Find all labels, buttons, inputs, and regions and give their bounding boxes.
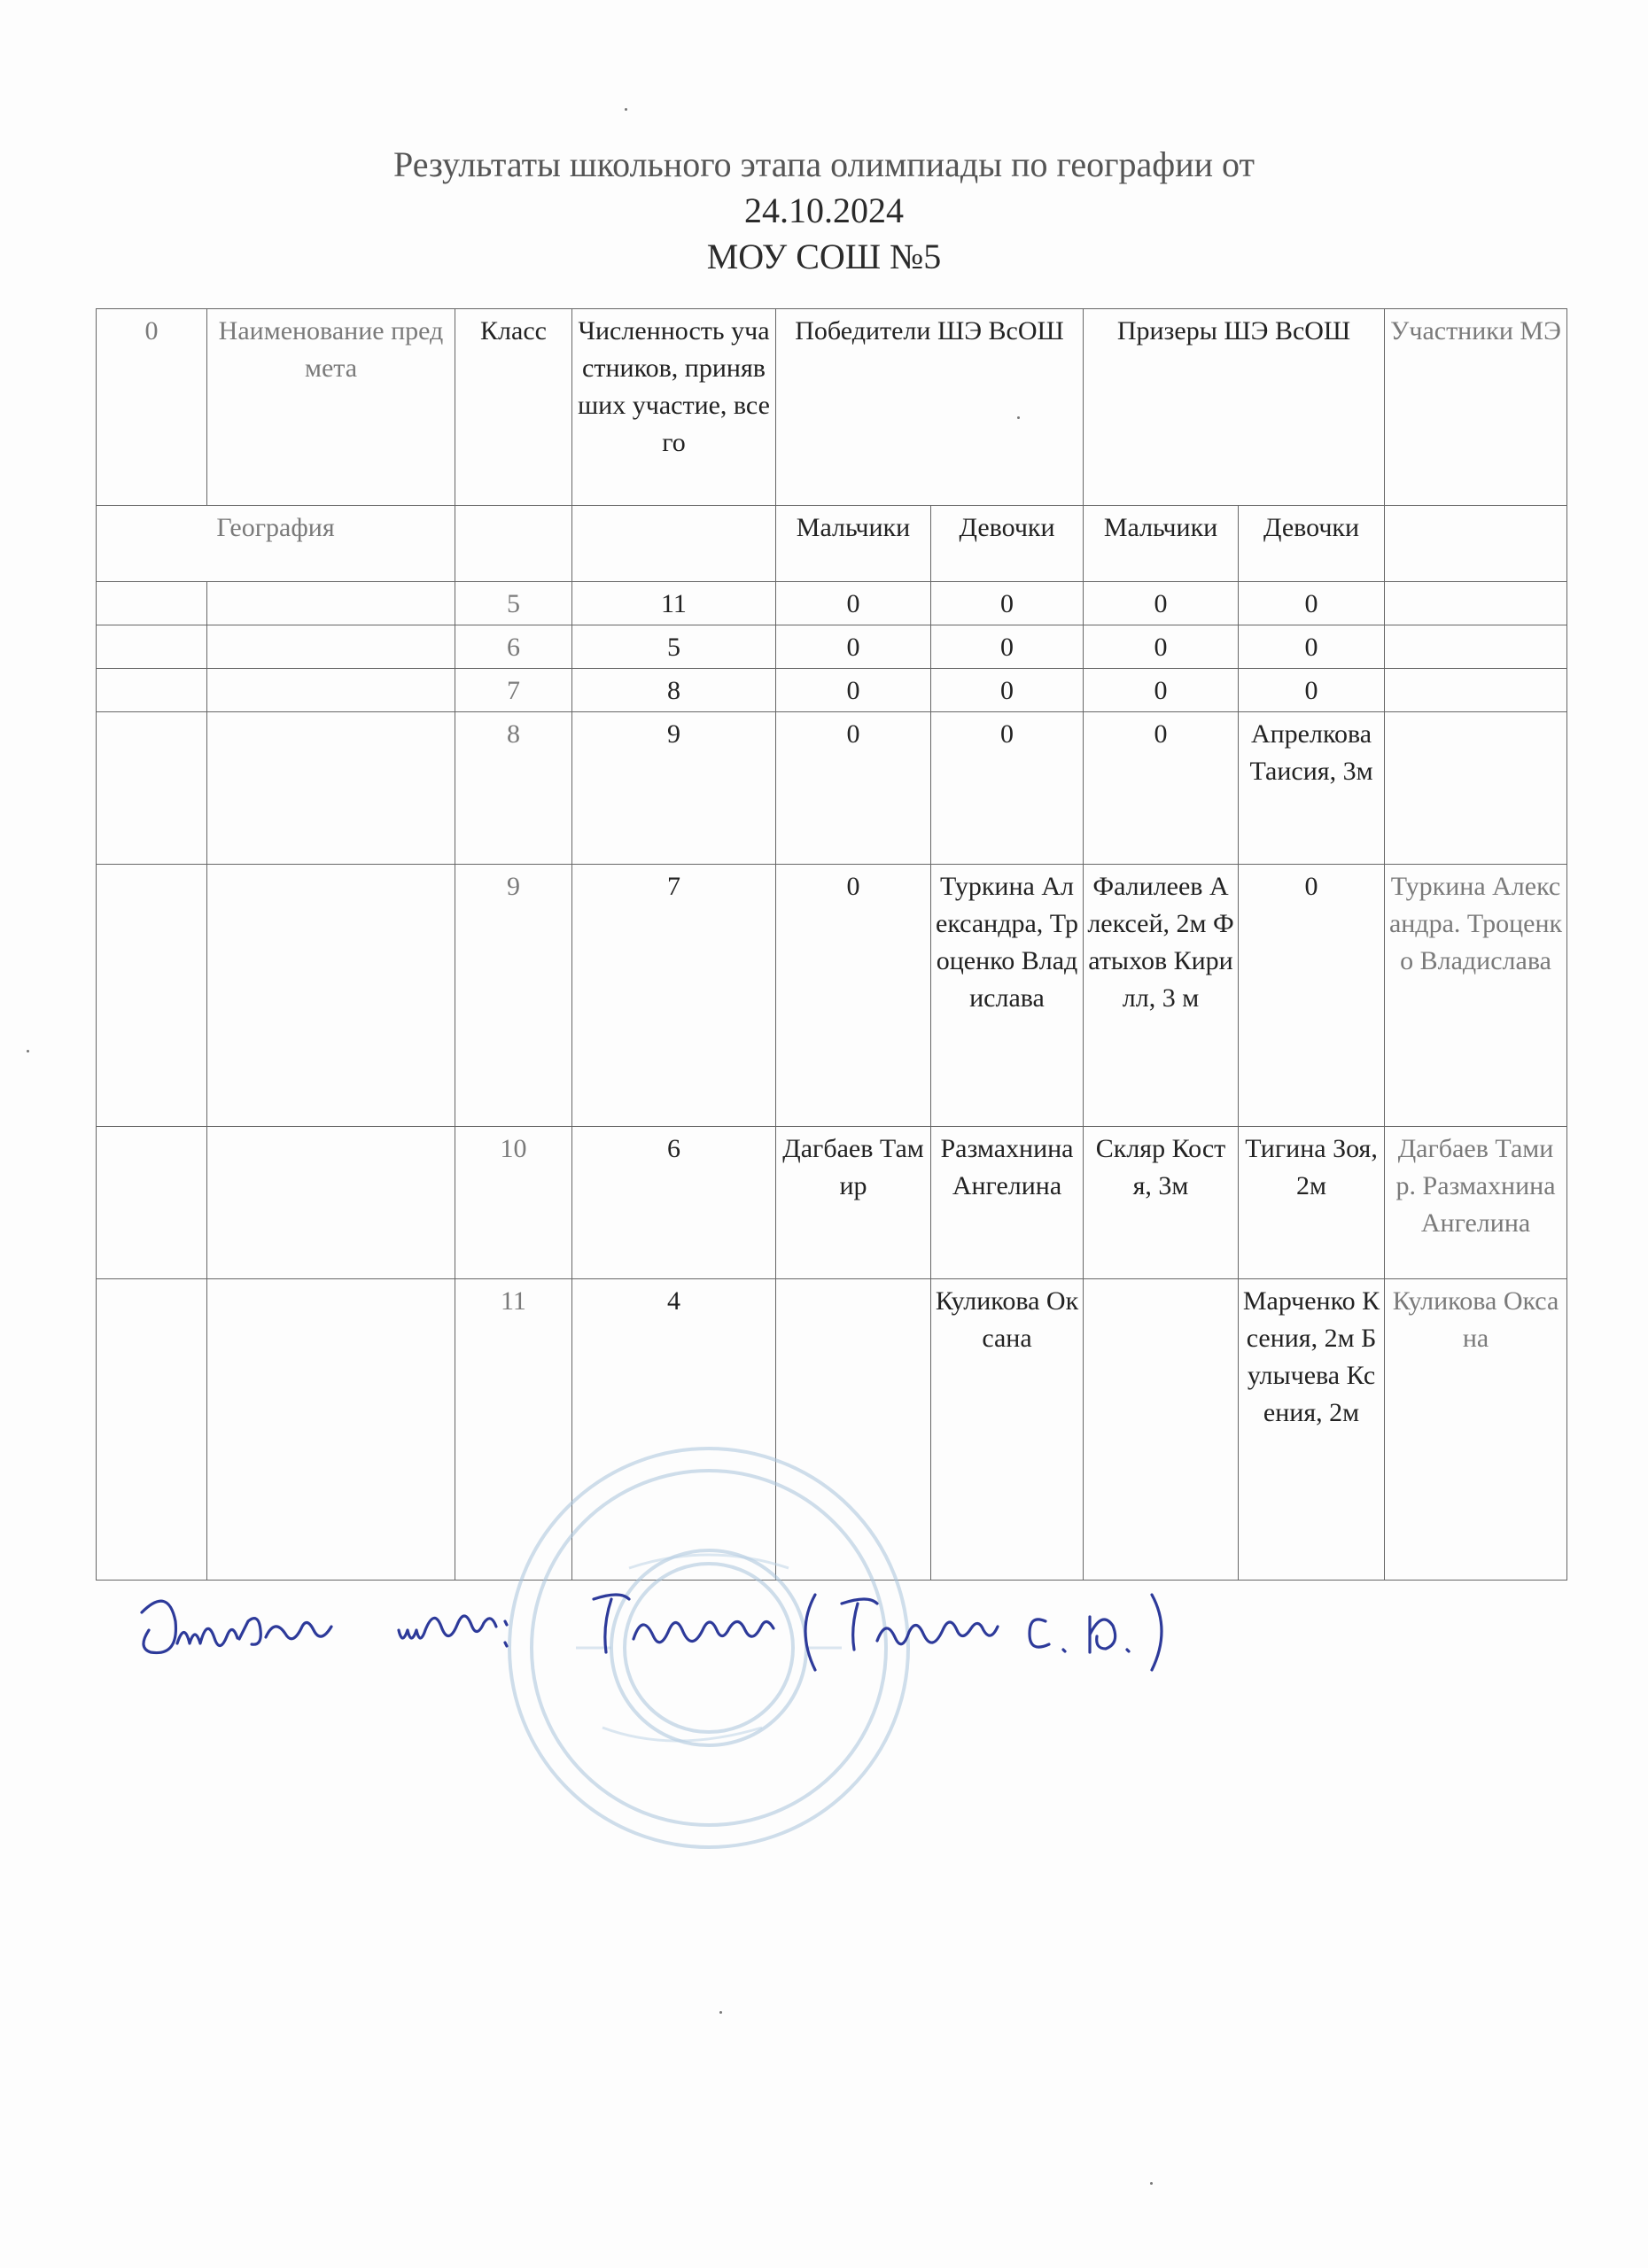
row-prize-girls: 0 [1239,865,1385,1127]
table-row [97,625,1567,669]
document-title [0,142,1648,280]
scan-speck [1150,2182,1153,2185]
row-me [1385,625,1567,669]
header-count: Численность участников, принявших участие, всего [572,309,776,506]
row-prize-boys: Скляр Костя, 3м [1084,1127,1239,1279]
subheader-empty-count [572,506,776,582]
table-row [97,669,1567,712]
row-count: 5 [572,625,776,669]
row-grade: 11 [455,1279,572,1581]
row-prize-girls: Тигина Зоя, 2м [1239,1127,1385,1279]
row-win-boys: Дагбаев Тамир [776,1127,931,1279]
row-me: Туркина Александра. Троценко Владислава [1385,865,1567,1127]
row-prize-girls: 0 [1239,625,1385,669]
row-win-girls: Туркина Александра, Троценко Владислава [931,865,1084,1127]
row-grade: 8 [455,712,572,865]
row-prize-girls: Апрелкова Таисия, 3м [1239,712,1385,865]
title-line-2: 24.10.2024 [744,190,904,230]
header-subject: Наименование предмета [207,309,455,506]
row-prize-girls: 0 [1239,669,1385,712]
row-win-boys: 0 [776,712,931,865]
row-prize-boys [1084,1279,1239,1581]
row-grade: 10 [455,1127,572,1279]
scan-speck [719,2011,722,2014]
row-me: Куликова Оксана [1385,1279,1567,1581]
row-prize-boys: 0 [1084,669,1239,712]
scan-speck [1017,416,1020,419]
row-prize-girls: Марченко Ксения, 2м Булычева Ксения, 2м [1239,1279,1385,1581]
header-winners: Победители ШЭ ВсОШ [776,309,1084,506]
row-count: 8 [572,669,776,712]
row-win-girls: Куликова Оксана [931,1279,1084,1581]
row-win-boys: 0 [776,669,931,712]
row-count: 9 [572,712,776,865]
title-line-3: МОУ СОШ №5 [706,237,942,276]
row-win-girls: 0 [931,625,1084,669]
header-prizers: Призеры ШЭ ВсОШ [1084,309,1385,506]
row-prize-boys: Фалилеев Алексей, 2м Фатыхов Кирилл, 3 м [1084,865,1239,1127]
title-line-1: Результаты школьного этапа олимпиады по географии от [393,144,1255,184]
subheader-empty-grade [455,506,572,582]
row-me [1385,712,1567,865]
subheader-row [97,506,1567,582]
header-row [97,309,1567,506]
header-num: 0 [97,309,207,506]
table-row [97,712,1567,865]
row-win-boys: 0 [776,865,931,1127]
row-win-girls: 0 [931,582,1084,625]
header-participants-me: Участники МЭ [1385,309,1567,506]
row-grade: 5 [455,582,572,625]
table-row [97,582,1567,625]
subheader-winners-girls: Девочки [931,506,1084,582]
row-win-girls: 0 [931,712,1084,865]
row-prize-boys: 0 [1084,712,1239,865]
row-count: 11 [572,582,776,625]
row-win-girls: Размахнина Ангелина [931,1127,1084,1279]
scan-speck [625,108,627,111]
row-win-boys: 0 [776,625,931,669]
row-count: 6 [572,1127,776,1279]
subheader-prizers-girls: Девочки [1239,506,1385,582]
header-grade: Класс [455,309,572,506]
scan-speck [27,1050,29,1052]
row-me [1385,669,1567,712]
subheader-empty-me [1385,506,1567,582]
row-me [1385,582,1567,625]
row-count: 4 [572,1279,776,1581]
director-signature [133,1568,1232,1683]
subheader-prizers-boys: Мальчики [1084,506,1239,582]
row-prize-boys: 0 [1084,582,1239,625]
row-me: Дагбаев Тамир. Размахнина Ангелина [1385,1127,1567,1279]
table-row [97,1127,1567,1279]
subject-value: География [97,506,455,582]
table-row [97,865,1567,1127]
row-grade: 7 [455,669,572,712]
results-table [96,308,1567,1581]
row-grade: 9 [455,865,572,1127]
row-prize-boys: 0 [1084,625,1239,669]
row-win-boys: 0 [776,582,931,625]
row-count: 7 [572,865,776,1127]
row-grade: 6 [455,625,572,669]
subheader-winners-boys: Мальчики [776,506,931,582]
row-prize-girls: 0 [1239,582,1385,625]
row-win-girls: 0 [931,669,1084,712]
